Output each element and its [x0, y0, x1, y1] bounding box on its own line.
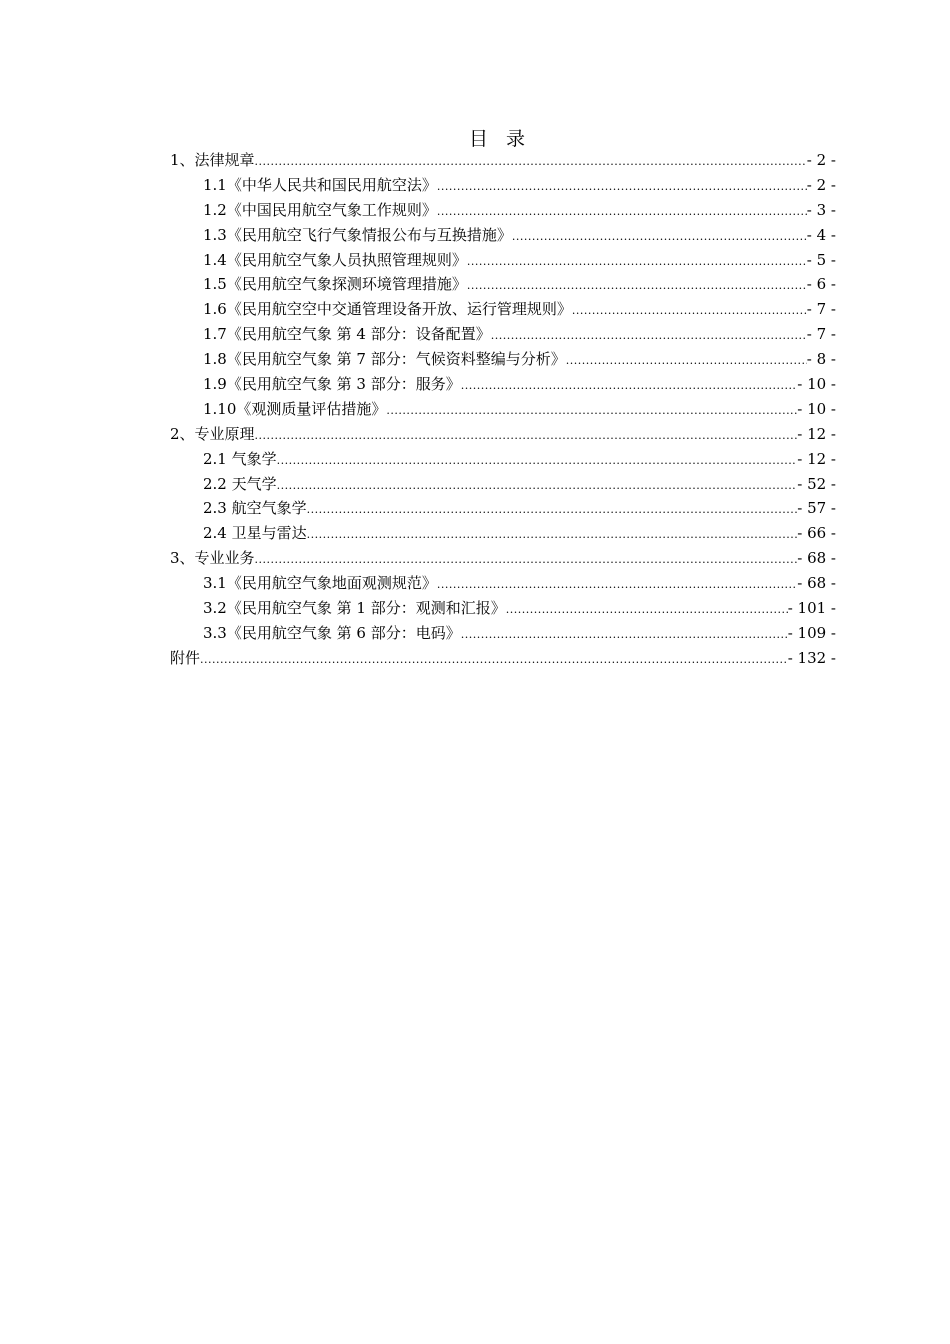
- toc-dot-leader: [255, 553, 798, 566]
- toc-entry-label: 1.5《民用航空气象探测环境管理措施》: [203, 275, 467, 294]
- toc-entry[interactable]: [170, 298, 836, 323]
- toc-entry[interactable]: [170, 224, 836, 249]
- toc-dot-leader: [277, 454, 798, 467]
- toc-entry[interactable]: [170, 373, 836, 398]
- toc-entry[interactable]: [170, 174, 836, 199]
- toc-entry[interactable]: [170, 323, 836, 348]
- toc-entry[interactable]: [170, 497, 836, 522]
- toc-entry-page-number: - 12 -: [797, 449, 836, 468]
- toc-entry-label: 3.1《民用航空气象地面观测规范》: [203, 574, 437, 593]
- toc-dot-leader: [255, 429, 798, 442]
- toc-entry-label: 1.7《民用航空气象 第 4 部分：设备配置》: [203, 325, 491, 344]
- toc-entry-label: 2、专业原理: [170, 424, 255, 443]
- toc-entry[interactable]: [170, 448, 836, 473]
- toc-entry-label: 3、专业业务: [170, 549, 255, 568]
- toc-entry[interactable]: [170, 547, 836, 572]
- toc-entry[interactable]: [170, 423, 836, 448]
- toc-entry-page-number: - 68 -: [797, 549, 836, 568]
- table-of-contents: [170, 149, 836, 672]
- toc-entry-label: 1.1《中华人民共和国民用航空法》: [203, 175, 437, 194]
- toc-entry-label: 1.6《民用航空空中交通管理设备开放、运行管理规则》: [203, 300, 572, 319]
- toc-entry-page-number: - 2 -: [806, 175, 836, 194]
- toc-entry-label: 3.2《民用航空气象 第 1 部分：观测和汇报》: [203, 599, 506, 618]
- toc-entry[interactable]: [170, 597, 836, 622]
- toc-dot-leader: [506, 603, 788, 616]
- toc-entry-page-number: - 52 -: [797, 474, 836, 493]
- toc-entry-label: 1.9《民用航空气象 第 3 部分：服务》: [203, 375, 461, 394]
- toc-entry[interactable]: [170, 473, 836, 498]
- toc-entry-label: 2.4 卫星与雷达: [203, 524, 307, 543]
- toc-dot-leader: [467, 255, 807, 268]
- toc-entry[interactable]: [170, 199, 836, 224]
- toc-entry[interactable]: [170, 572, 836, 597]
- toc-entry-label: 2.3 航空气象学: [203, 499, 307, 518]
- toc-dot-leader: [572, 304, 807, 317]
- toc-entry[interactable]: [170, 647, 836, 672]
- toc-entry-page-number: - 66 -: [797, 524, 836, 543]
- toc-entry-page-number: - 7 -: [806, 300, 836, 319]
- toc-entry[interactable]: [170, 522, 836, 547]
- toc-entry-page-number: - 109 -: [787, 623, 836, 642]
- toc-entry[interactable]: [170, 348, 836, 373]
- toc-entry-label: 1、法律规章: [170, 151, 255, 169]
- toc-entry-page-number: - 10 -: [797, 375, 836, 394]
- toc-entry-page-number: - 12 -: [797, 424, 836, 443]
- toc-dot-leader: [491, 329, 807, 342]
- toc-entry-page-number: - 132 -: [787, 648, 836, 667]
- toc-entry-page-number: - 6 -: [806, 275, 836, 294]
- toc-entry-page-number: - 2 -: [806, 151, 836, 169]
- toc-entry-page-number: - 7 -: [806, 325, 836, 344]
- toc-entry-label: 1.8《民用航空气象 第 7 部分：气候资料整编与分析》: [203, 350, 566, 369]
- toc-dot-leader: [437, 205, 807, 218]
- toc-dot-leader: [566, 354, 807, 367]
- toc-dot-leader: [277, 479, 798, 492]
- toc-dot-leader: [467, 279, 807, 292]
- toc-dot-leader: [461, 628, 788, 641]
- toc-dot-leader: [461, 379, 798, 392]
- toc-entry[interactable]: [170, 273, 836, 298]
- toc-entry-label: 1.3《民用航空飞行气象情报公布与互换措施》: [203, 225, 512, 244]
- toc-dot-leader: [437, 578, 797, 591]
- toc-dot-leader: [386, 404, 797, 417]
- toc-entry-page-number: - 101 -: [787, 599, 836, 618]
- toc-dot-leader: [437, 180, 807, 193]
- toc-dot-leader: [512, 230, 807, 243]
- toc-entry-page-number: - 5 -: [806, 250, 836, 269]
- toc-entry-page-number: - 3 -: [806, 200, 836, 219]
- toc-entry-page-number: - 57 -: [797, 499, 836, 518]
- toc-entry[interactable]: [170, 249, 836, 274]
- toc-entry-label: 1.2《中国民用航空气象工作规则》: [203, 200, 437, 219]
- toc-entry[interactable]: [170, 398, 836, 423]
- toc-dot-leader: [200, 653, 788, 666]
- toc-entry-label: 2.2 天气学: [203, 474, 277, 493]
- toc-entry[interactable]: [170, 149, 836, 174]
- toc-entry-label: 3.3《民用航空气象 第 6 部分：电码》: [203, 623, 461, 642]
- toc-entry-page-number: - 8 -: [806, 350, 836, 369]
- toc-title: 目 录: [468, 128, 532, 150]
- toc-dot-leader: [307, 528, 798, 541]
- toc-entry[interactable]: [170, 622, 836, 647]
- toc-entry-label: 1.4《民用航空气象人员执照管理规则》: [203, 250, 467, 269]
- toc-entry-label: 1.10《观测质量评估措施》: [203, 399, 387, 418]
- toc-entry-label: 附件: [170, 648, 201, 667]
- toc-entry-page-number: - 10 -: [797, 399, 836, 418]
- toc-entry-label: 2.1 气象学: [203, 449, 277, 468]
- toc-dot-leader: [255, 155, 807, 168]
- toc-dot-leader: [307, 503, 798, 516]
- toc-entry-page-number: - 68 -: [797, 574, 836, 593]
- toc-entry-page-number: - 4 -: [806, 225, 836, 244]
